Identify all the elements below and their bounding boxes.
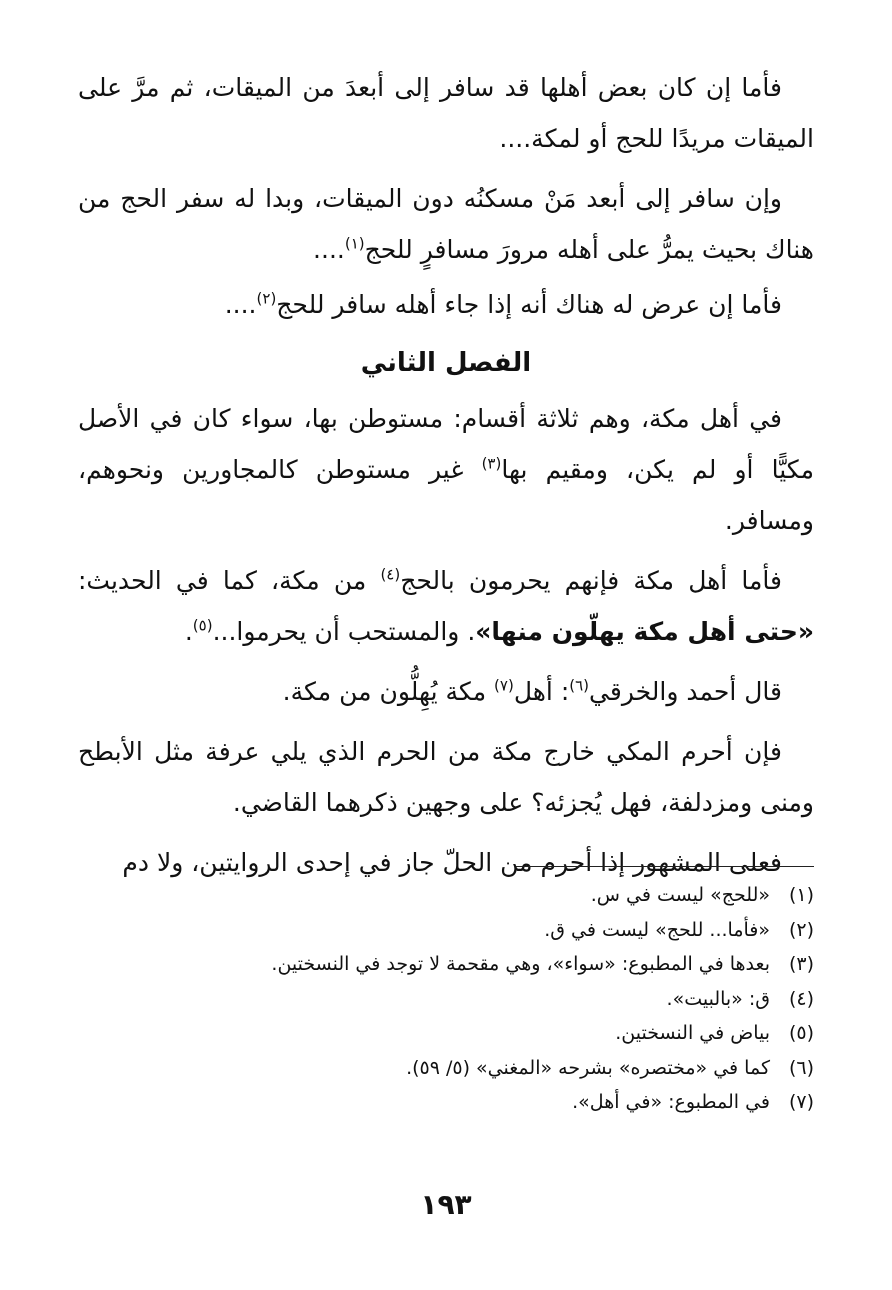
main-text <box>78 62 814 897</box>
paragraph-2 <box>78 173 814 275</box>
paragraph-4-text-a: في أهل مكة، وهم ثلاثة أقسام: مستوطن بها، سواء كان في الأصل مكيًّا أو لم يكن، ومقيم بها <box>78 404 814 484</box>
footnote-text: كما في «مختصره» بشرحه «المغني» (٥/ ٥٩). <box>406 1056 770 1079</box>
footnote-item <box>78 1051 814 1086</box>
footnote-item <box>78 878 814 913</box>
paragraph-5 <box>78 555 814 657</box>
paragraph-4 <box>78 393 814 546</box>
footnote-ref-5[interactable]: (٥) <box>192 616 213 635</box>
footnote-text: «فأما... للحج» ليست في ق. <box>544 918 770 941</box>
page-number: ١٩٣ <box>420 1188 472 1221</box>
footnote-number: (٣) <box>788 953 814 975</box>
paragraph-5-text-c: . والمستحب أن يحرموا... <box>212 617 476 646</box>
paragraph-3-text-b: .... <box>224 290 257 319</box>
hadith-quote: «حتى أهل مكة يهلّون منها» <box>475 617 814 646</box>
footnote-ref-4[interactable]: (٤) <box>380 565 401 584</box>
footnote-text: ق: «بالبيت». <box>666 987 770 1010</box>
paragraph-3 <box>78 279 814 330</box>
footnote-text: بعدها في المطبوع: «سواء»، وهي مقحمة لا توجد في النسختين. <box>271 953 770 975</box>
paragraph-4-text-b: غير مستوطن كالمجاورين ونحوهم، ومسافر. <box>78 455 814 535</box>
footnote-ref-3[interactable]: (٣) <box>481 454 502 473</box>
footnote-item <box>78 913 814 948</box>
paragraph-7 <box>78 726 814 828</box>
footnote-number: (٧) <box>788 1091 814 1113</box>
footnote-ref-6[interactable]: (٦) <box>569 676 590 695</box>
footnote-number: (٥) <box>788 1022 814 1044</box>
paragraph-2-text-b: .... <box>313 235 345 264</box>
paragraph-3-text-a: فأما إن عرض له هناك أنه إذا جاء أهله سافر للحج <box>276 290 782 319</box>
footnote-text: بياض في النسختين. <box>615 1022 770 1044</box>
paragraph-7-text: فإن أحرم المكي خارج مكة من الحرم الذي يلي عرفة مثل الأبطح ومنى ومزدلفة، فهل يُجزئه؟ على وجهين ذكرهما القاضي. <box>78 737 814 817</box>
footnote-divider <box>516 866 814 867</box>
footnote-ref-1[interactable]: (١) <box>344 234 365 253</box>
paragraph-5-text-a: فأما أهل مكة فإنهم يحرمون بالحج <box>400 566 782 595</box>
footnote-text: في المطبوع: «في أهل». <box>572 1091 770 1113</box>
paragraph-5-text-d: . <box>184 617 193 646</box>
footnote-text: «للحج» ليست في س. <box>590 884 770 906</box>
paragraph-8-text: فعلى المشهور إذا أحرم من الحلّ جاز في إحدى الروايتين، ولا دم <box>122 848 782 877</box>
paragraph-6-text-c: مكة يُهِلُّون من مكة. <box>282 677 495 706</box>
paragraph-6-text-b: : أهل <box>513 677 570 706</box>
footnote-number: (٢) <box>788 918 814 941</box>
footnote-number: (١) <box>788 884 814 906</box>
paragraph-1 <box>78 62 814 164</box>
paragraph-6 <box>78 666 814 717</box>
footnote-ref-2[interactable]: (٢) <box>256 289 277 308</box>
footnote-ref-7[interactable]: (٧) <box>494 676 514 695</box>
paragraph-6-text-a: قال أحمد والخرقي <box>589 677 782 706</box>
footnote-item <box>78 1085 814 1120</box>
footnote-item <box>78 947 814 982</box>
footnote-item <box>78 1016 814 1051</box>
section-heading: الفصل الثاني <box>360 348 532 378</box>
paragraph-2-text-a: وإن سافر إلى أبعد مَنْ مسكنُه دون الميقات، وبدا له سفر الحج من هناك بحيث يمرُّ على أهله مرورَ مسافرٍ للحج <box>78 184 814 264</box>
paragraph-1-text: فأما إن كان بعض أهلها قد سافر إلى أبعدَ من الميقات، ثم مرَّ على الميقات مريدًا للحج أو لمكة.... <box>78 73 814 153</box>
footnote-number: (٤) <box>788 987 814 1010</box>
footnote-number: (٦) <box>788 1056 814 1079</box>
footnote-item <box>78 982 814 1017</box>
paragraph-5-text-b: من مكة، كما في الحديث: <box>78 566 381 595</box>
footnotes <box>78 878 814 1120</box>
